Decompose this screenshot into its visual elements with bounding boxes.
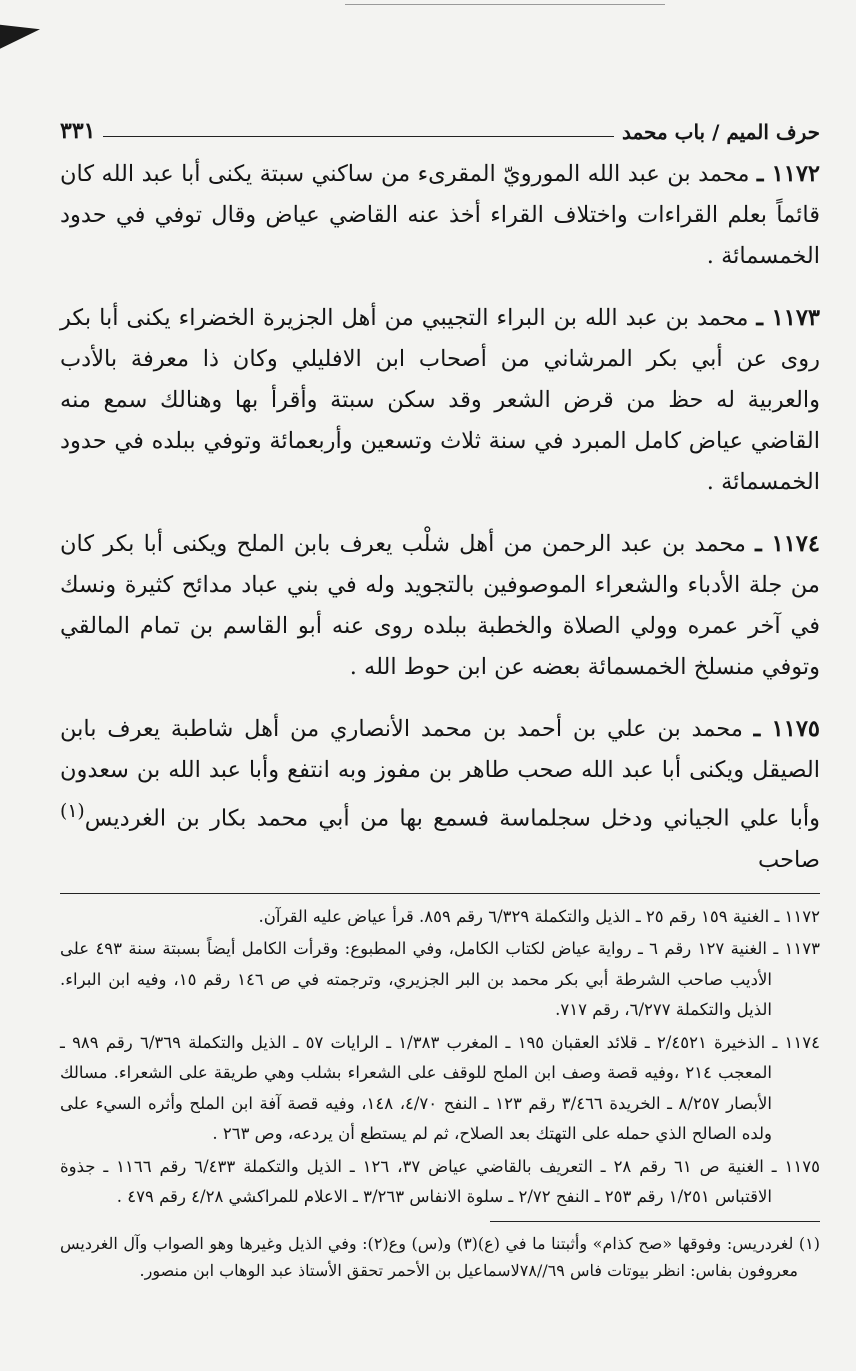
entry-number: ١١٧٣ ـ	[756, 305, 820, 331]
footnote-reference: (١)	[60, 801, 85, 822]
note-1173	[60, 934, 820, 1026]
note-text: الغنية ١٥٩ رقم ٢٥ ـ الذيل والتكملة ٦/٣٢٩ رقم ٨٥٩. قرأ عياض عليه القرآن.	[258, 906, 770, 926]
scan-edge-mark	[0, 19, 40, 49]
entry-text: محمد بن عبد الله بن البراء التجيبي من أهل الجزيرة الخضراء يكنى أبا بكر روى عن أبي بكر المرشاني من أصحاب ابن الافليلي وكان ذا معرفة بالأدب والعربية له حظ من قرض الشعر وقد سكن سبتة وأقرأ بها وهنالك سمع منه القاضي عياض كامل المبرد في سنة ثلاث وتسعين وأربعمائة وتوفي ببلده في حدود الخمسمائة .	[60, 305, 820, 495]
note-text: الذخيرة ٢/٤٥٢١ ـ قلائد العقبان ١٩٥ ـ المغرب ١/٣٨٣ ـ الرايات ٥٧ ـ الذيل والتكملة ٦/٣٦٩ رقم ٩٨٩ ـ المعجب ٢١٤ ،وفيه قصة وصف ابن الملح للوقف على الشعراء بشلب وهي طريقة على الشعراء. مسالك الأبصار ٨/٢٥٧ ـ الخريدة ٣/٤٦٦ رقم ١٢٣ ـ النفح ٤/٧٠، ١٤٨، وفيه قصة آفة ابن الملح وأثره السيء على ولده الصالح الذي حمله على التهتك بعد الصلاح، ثم لم يستطع أن يردعه، وص ٢٦٣ .	[60, 1032, 773, 1143]
entry-1175	[60, 709, 820, 881]
footnote-divider	[490, 1221, 820, 1222]
entries	[60, 154, 820, 881]
note-text: الغنية ١٢٧ رقم ٦ ـ رواية عياض لكتاب الكامل، وفي المطبوع: وقرأت الكامل أيضاً بسبتة سنة ٤٩٣ على الأديب صاحب الشرطة أبي بكر محمد بن البر الجزيري، وترجمته في ص ١٤٦ رقم ١٥، وفيه ابن البراء. الذيل والتكملة ٦/٢٧٧، رقم ٧١٧.	[60, 939, 772, 1019]
header-rule	[103, 136, 614, 137]
entry-text: محمد بن عبد الله المورويّ المقرىء من ساكني سبتة يكنى أبا عبد الله كان قائماً بعلم القراءات واختلاف القراء أخذ عنه القاضي عياض وقال توفي في حدود الخمسمائة .	[60, 161, 820, 269]
note-text: الغنية ص ٦١ رقم ٢٨ ـ التعريف بالقاضي عياض ٣٧، ١٢٦ ـ الذيل والتكملة ٦/٤٣٣ رقم ١١٦٦ ـ جذوة الاقتباس ١/٢٥١ رقم ٢٥٣ ـ النفح ٢/٧٢ ـ سلوة الانفاس ٣/٢٦٣ ـ الاعلام للمراكشي ٤/٢٨ رقم ٤٧٩ .	[60, 1156, 772, 1206]
note-number: ١١٧٣ ـ	[773, 939, 820, 958]
entry-number: ١١٧٥ ـ	[753, 716, 820, 742]
entry-number: ١١٧٤ ـ	[755, 531, 820, 557]
note-number: ١١٧٥ ـ	[771, 1156, 820, 1176]
entry-1173	[60, 298, 820, 503]
running-header	[60, 112, 820, 144]
note-1175	[60, 1152, 820, 1213]
entry-number: ١١٧٢ ـ	[756, 161, 820, 187]
entry-text: محمد بن عبد الرحمن من أهل شلْب يعرف بابن الملح ويكنى أبا بكر كان من جلة الأدباء والشعراء الموصوفين بالتجويد وله في بني عباد مدائح كثيرة ونسك في آخر عمره وولي الصلاة والخطبة ببلده روى عنه أبو القاسم بن تمام المالقي وتوفي منسلخ الخمسمائة بعضه عن ابن حوط الله .	[60, 531, 820, 680]
entry-text: محمد بن علي بن أحمد بن محمد الأنصاري من أهل شاطبة يعرف بابن الصيقل ويكنى أبا عبد الله صحب طاهر بن مفوز وبه انتفع وأبا عبد الله بن سعدون وأبا علي الجياني ودخل سجلماسة فسمع بها من أبي محمد بكار بن الغرديس	[60, 716, 820, 832]
note-1172	[60, 902, 820, 933]
entry-text-tail: صاحب	[758, 846, 820, 873]
source-notes	[60, 902, 820, 1213]
note-1174	[60, 1028, 820, 1150]
footnote: (١) لغردريس: وفوقها «صح كذام» وأثبتنا ما في (ع)(٣) و(س) وع(٢): وفي الذيل وغيرها وهو الصواب وآل الغرديس معروفون بفاس: انظر بيوتات فاس ٦٩//٧٨لاسماعيل بن الأحمر تحقق الأستاذ عبد الوهاب ابن منصور.	[60, 1233, 821, 1280]
chapter-title: حرف الميم / باب محمد	[621, 120, 820, 144]
page-number: ٣٣١	[60, 118, 96, 144]
note-number: ١١٧٤ ـ	[772, 1032, 820, 1052]
entry-1172	[60, 154, 820, 277]
scan-top-line	[345, 4, 665, 5]
note-number: ١١٧٢ ـ	[774, 906, 820, 926]
book-page	[60, 112, 820, 1300]
notes-divider	[60, 893, 820, 894]
entry-1174	[60, 524, 820, 688]
